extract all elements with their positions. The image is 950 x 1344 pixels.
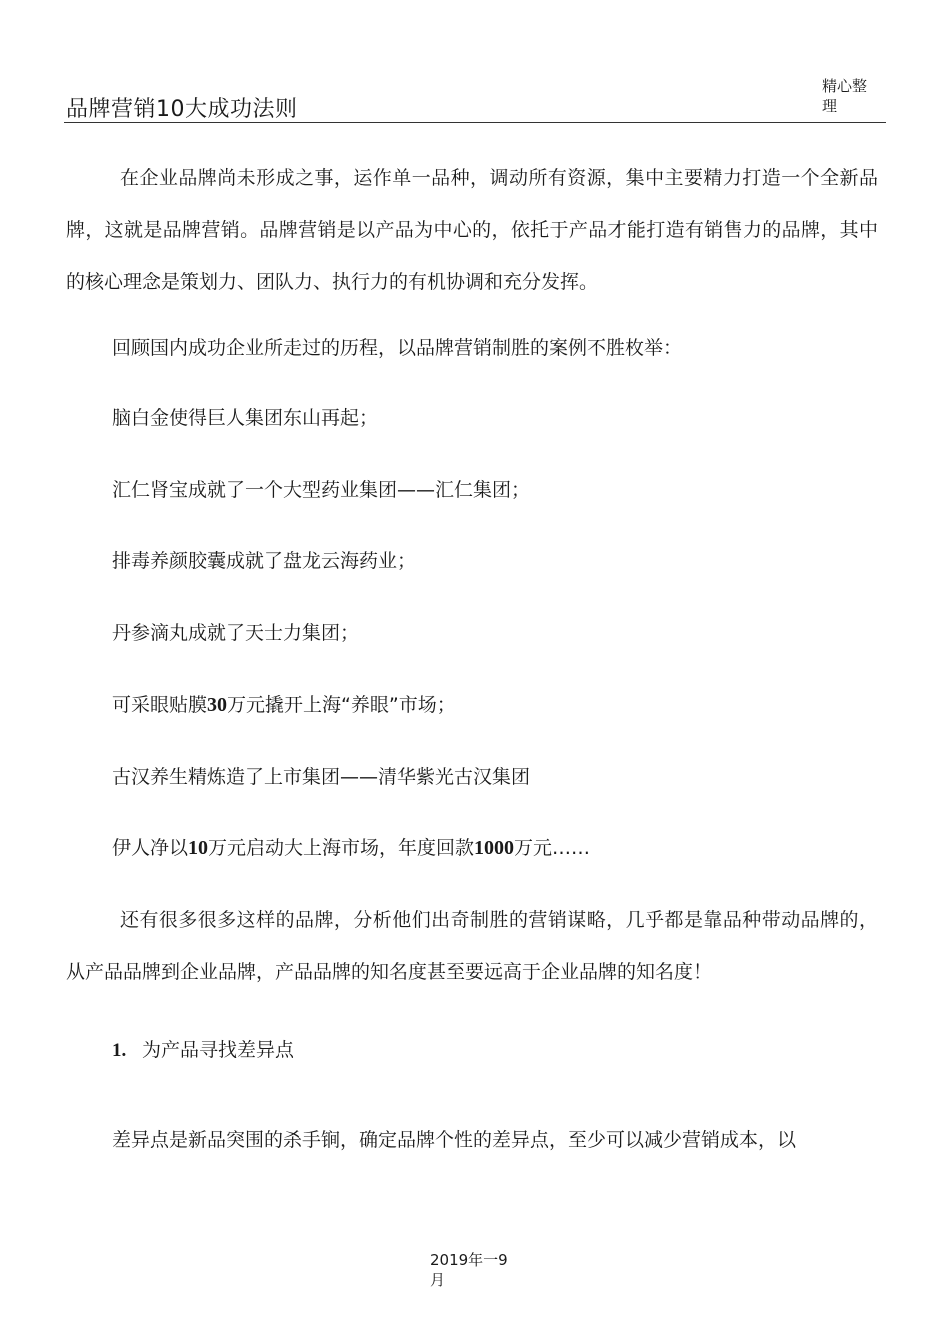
review-paragraph: 回顾国内成功企业所走过的历程，以品牌营销制胜的案例不胜枚举：	[112, 337, 683, 359]
case-item-5	[112, 691, 456, 719]
case-7-text-before: 伊人净以	[112, 837, 189, 859]
section-number: 1.	[112, 1040, 127, 1061]
document-title: 品牌营销10大成功法则	[66, 97, 298, 122]
footer-date: 2019年一9月	[430, 1251, 508, 1289]
case-7-number-1: 10	[188, 837, 209, 859]
header-note: 精心整理	[822, 77, 868, 115]
section-1-paragraph: 差异点是新品突围的杀手锏，确定品牌个性的差异点，至少可以减少营销成本，以	[112, 1129, 797, 1151]
case-item-2: 汇仁肾宝成就了一个大型药业集团——汇仁集团；	[112, 479, 531, 501]
conclusion-paragraph: 还有很多很多这样的品牌，分析他们出奇制胜的营销谋略，几乎都是靠品种带动品牌的，从产品品牌到企业品牌，产品品牌的知名度甚至要远高于企业品牌的知名度！	[66, 909, 878, 983]
section-heading-1	[112, 1036, 294, 1065]
case-5-number: 30	[207, 694, 228, 716]
case-item-1: 脑白金使得巨人集团东山再起；	[112, 407, 379, 429]
case-7-number-2: 1000	[474, 837, 515, 859]
case-item-6: 古汉养生精炼造了上市集团——清华紫光古汉集团	[112, 766, 531, 788]
case-7-text-middle: 万元启动大上海市场，年度回款	[208, 837, 475, 859]
case-7-text-after: 万元……	[514, 837, 591, 859]
intro-paragraph: 在企业品牌尚未形成之事，运作单一品种，调动所有资源，集中主要精力打造一个全新品牌，这就是品牌营销。品牌营销是以产品为中心的，依托于产品才能打造有销售力的品牌，其中的核心理念是策划力、团队力、执行力的有机协调和充分发挥。	[66, 167, 878, 293]
case-5-text-before: 可采眼贴膜	[112, 694, 208, 716]
section-title: 为产品寻找差异点	[142, 1039, 295, 1061]
case-item-3: 排毒养颜胶囊成就了盘龙云海药业；	[112, 550, 417, 572]
case-item-7	[112, 834, 590, 862]
case-5-text-after: 万元撬开上海“养眼”市场；	[227, 694, 456, 716]
case-item-4: 丹参滴丸成就了天士力集团；	[112, 622, 360, 644]
header-divider	[64, 122, 886, 123]
